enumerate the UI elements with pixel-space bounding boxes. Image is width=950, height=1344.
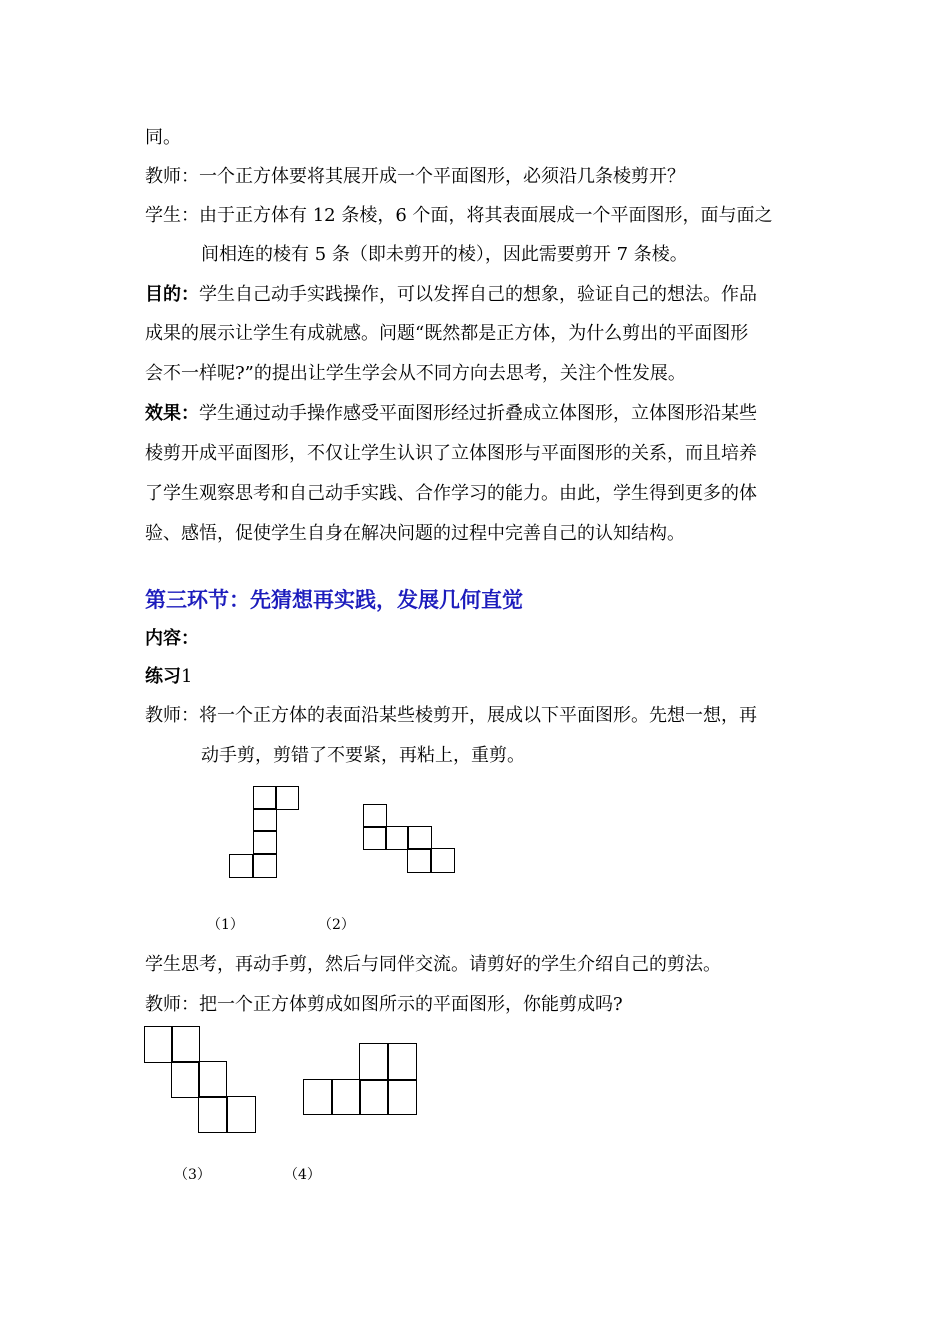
net-square — [253, 808, 277, 832]
net-square — [385, 826, 409, 850]
paragraph-line: 动手剪，剪错了不要紧，再粘上，重剪。 — [201, 745, 525, 766]
paragraph-line: 教师：把一个正方体剪成如图所示的平面图形，你能剪成吗? — [145, 994, 623, 1015]
paragraph-line: 成果的展示让学生有成就感。问题“既然都是正方体，为什么剪出的平面图形 — [145, 323, 749, 344]
section-heading: 第三环节：先猜想再实践，发展几何直觉 — [145, 587, 523, 612]
net-square — [171, 1061, 200, 1098]
net-square — [226, 1096, 256, 1133]
figure-caption: （3） — [174, 1167, 211, 1183]
net-square — [387, 1079, 417, 1115]
paragraph-line — [145, 402, 757, 426]
net-square — [303, 1079, 333, 1115]
content-label: 内容： — [145, 628, 199, 649]
paragraph-line: 了学生观察思考和自己动手实践、合作学习的能力。由此，学生得到更多的体 — [145, 483, 757, 504]
paragraph-line: 棱剪开成平面图形，不仅让学生认识了立体图形与平面图形的关系，而且培养 — [145, 443, 757, 464]
net-square — [253, 854, 277, 878]
cube-net-figure-1 — [229, 786, 301, 879]
paragraph-line: 学生：由于正方体有 12 条棱，6 个面，将其表面展成一个平面图形，面与面之 — [145, 205, 773, 226]
net-square — [275, 786, 299, 810]
net-square — [331, 1079, 361, 1115]
net-square — [171, 1026, 200, 1063]
paragraph-line: 教师：一个正方体要将其展开成一个平面图形，必须沿几条棱剪开？ — [145, 166, 685, 187]
figure-caption: （1） — [207, 917, 244, 933]
net-square — [363, 826, 387, 850]
cube-net-figure-3 — [144, 1026, 258, 1134]
net-square — [229, 854, 253, 878]
paragraph-line: 同。 — [145, 127, 181, 148]
net-square — [363, 804, 387, 828]
net-square — [198, 1061, 227, 1098]
purpose-text: 学生自己动手实践操作，可以发挥自己的想象，验证自己的想法。作品 — [199, 284, 757, 305]
effect-label: 效果： — [145, 403, 199, 424]
net-square — [359, 1043, 389, 1081]
paragraph-line: 会不一样呢?”的提出让学生学会从不同方向去思考，关注个性发展。 — [145, 363, 686, 384]
purpose-label: 目的： — [145, 284, 199, 305]
net-square — [359, 1079, 389, 1115]
cube-net-figure-2 — [363, 804, 458, 874]
figure-caption: （2） — [318, 917, 355, 933]
effect-text: 学生通过动手操作感受平面图形经过折叠成立体图形，立体图形沿某些 — [199, 403, 757, 424]
net-square — [407, 848, 432, 873]
net-square — [253, 786, 277, 810]
exercise-title: 练习 — [145, 666, 181, 687]
paragraph-line: 验、感悟，促使学生自身在解决问题的过程中完善自己的认知结构。 — [145, 523, 685, 544]
paragraph-line — [145, 283, 757, 307]
net-square — [198, 1096, 228, 1133]
net-square — [253, 830, 277, 854]
cube-net-figure-4 — [303, 1043, 419, 1116]
paragraph-line: 教师：将一个正方体的表面沿某些棱剪开，展成以下平面图形。先想一想，再 — [145, 705, 757, 726]
net-square — [387, 1043, 417, 1081]
exercise-label — [145, 665, 192, 689]
exercise-number: 1 — [181, 666, 193, 687]
paragraph-line: 学生思考，再动手剪，然后与同伴交流。请剪好的学生介绍自己的剪法。 — [145, 954, 721, 975]
figure-caption: （4） — [284, 1167, 321, 1183]
net-square — [407, 826, 432, 850]
paragraph-line: 间相连的棱有 5 条（即未剪开的棱），因此需要剪开 7 条棱。 — [201, 244, 688, 265]
net-square — [144, 1026, 173, 1063]
net-square — [430, 848, 455, 873]
